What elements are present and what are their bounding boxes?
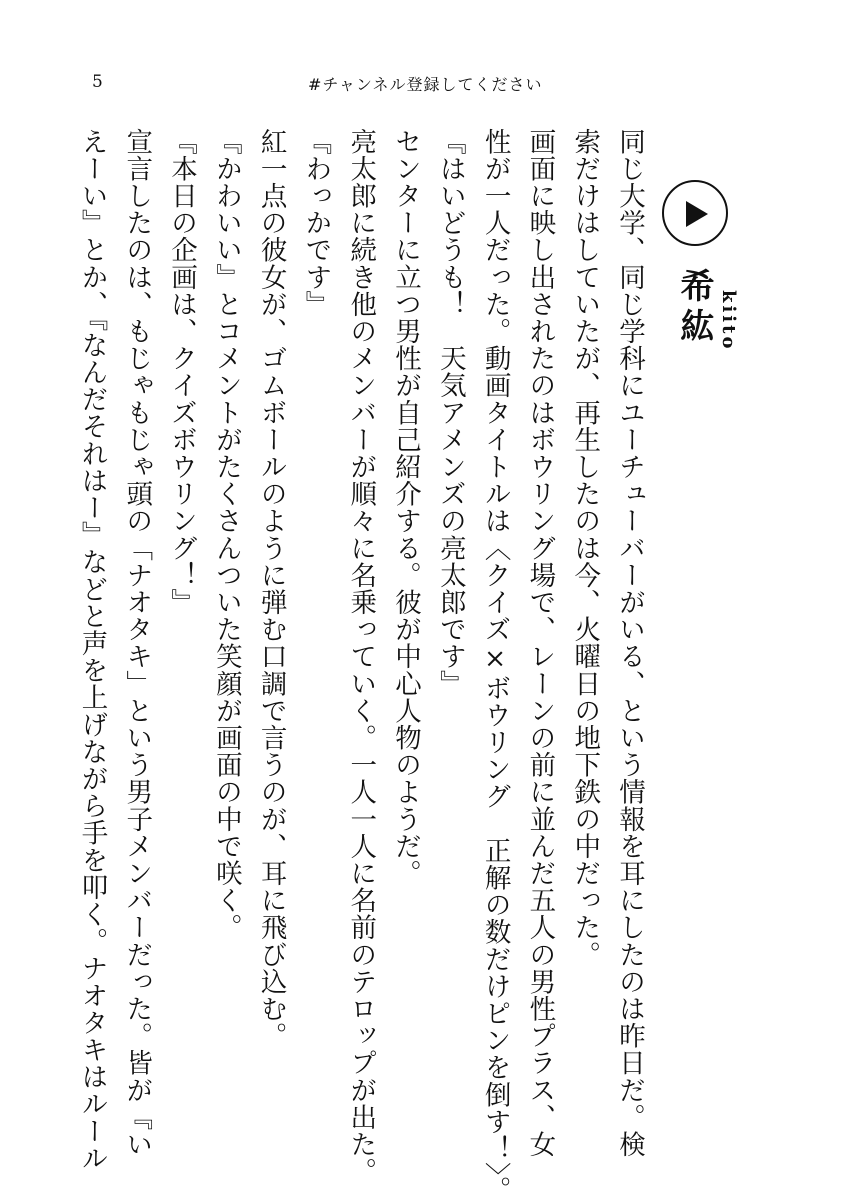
text-line: 『わっかです』 <box>300 128 332 318</box>
text-line: センターに立つ男性が自己紹介する。彼が中心人物のようだ。 <box>390 128 422 887</box>
text-line: 性が一人だった。動画タイトルは〈クイズ×ボウリング 正解の数だけピンを倒す！〉。 <box>479 128 511 1203</box>
author-romaji: kiito <box>718 290 739 352</box>
author-name: 希紘 <box>674 268 714 348</box>
page-number: 5 <box>92 72 103 92</box>
text-line: 亮太郎に続き他のメンバーが順々に名乗っていく。一人一人に名前のテロップが出た。 <box>345 128 377 1185</box>
play-triangle-icon <box>684 200 710 228</box>
text-line: 『はいどうも！ 天気アメンズの亮太郎です』 <box>434 128 466 698</box>
play-icon <box>662 180 728 246</box>
text-line: 同じ大学、同じ学科にユーチューバーがいる、という情報を耳にしたのは昨日だ。検 <box>614 128 645 1158</box>
text-line: 『かわいい』とコメントがたくさんついた笑顔が画面の中で咲く。 <box>210 128 242 941</box>
text-line: 宣言したのは、もじゃもじゃ頭の「ナオタキ」という男子メンバーだった。皆が『い <box>121 128 153 1158</box>
page-header <box>0 72 841 102</box>
text-line: 紅一点の彼女が、ゴムボールのように弾む口調で言うのが、耳に飛び込む。 <box>255 128 287 1050</box>
running-title: #チャンネル登録してください <box>308 75 543 94</box>
body-text <box>69 128 651 1203</box>
text-line: 『本日の企画は、クイズボウリング！』 <box>166 128 198 616</box>
text-line: 画面に映し出されたのはボウリング場で、レーンの前に並んだ五人の男性プラス、女 <box>524 128 556 1158</box>
author-block <box>660 180 740 500</box>
text-line: えーい』とか、『なんだそれはー』などと声を上げながら手を叩く。ナオタキはルール <box>76 128 108 1172</box>
text-line: 索だけはしていたが、再生したのは今、火曜日の地下鉄の中だった。 <box>569 128 601 969</box>
